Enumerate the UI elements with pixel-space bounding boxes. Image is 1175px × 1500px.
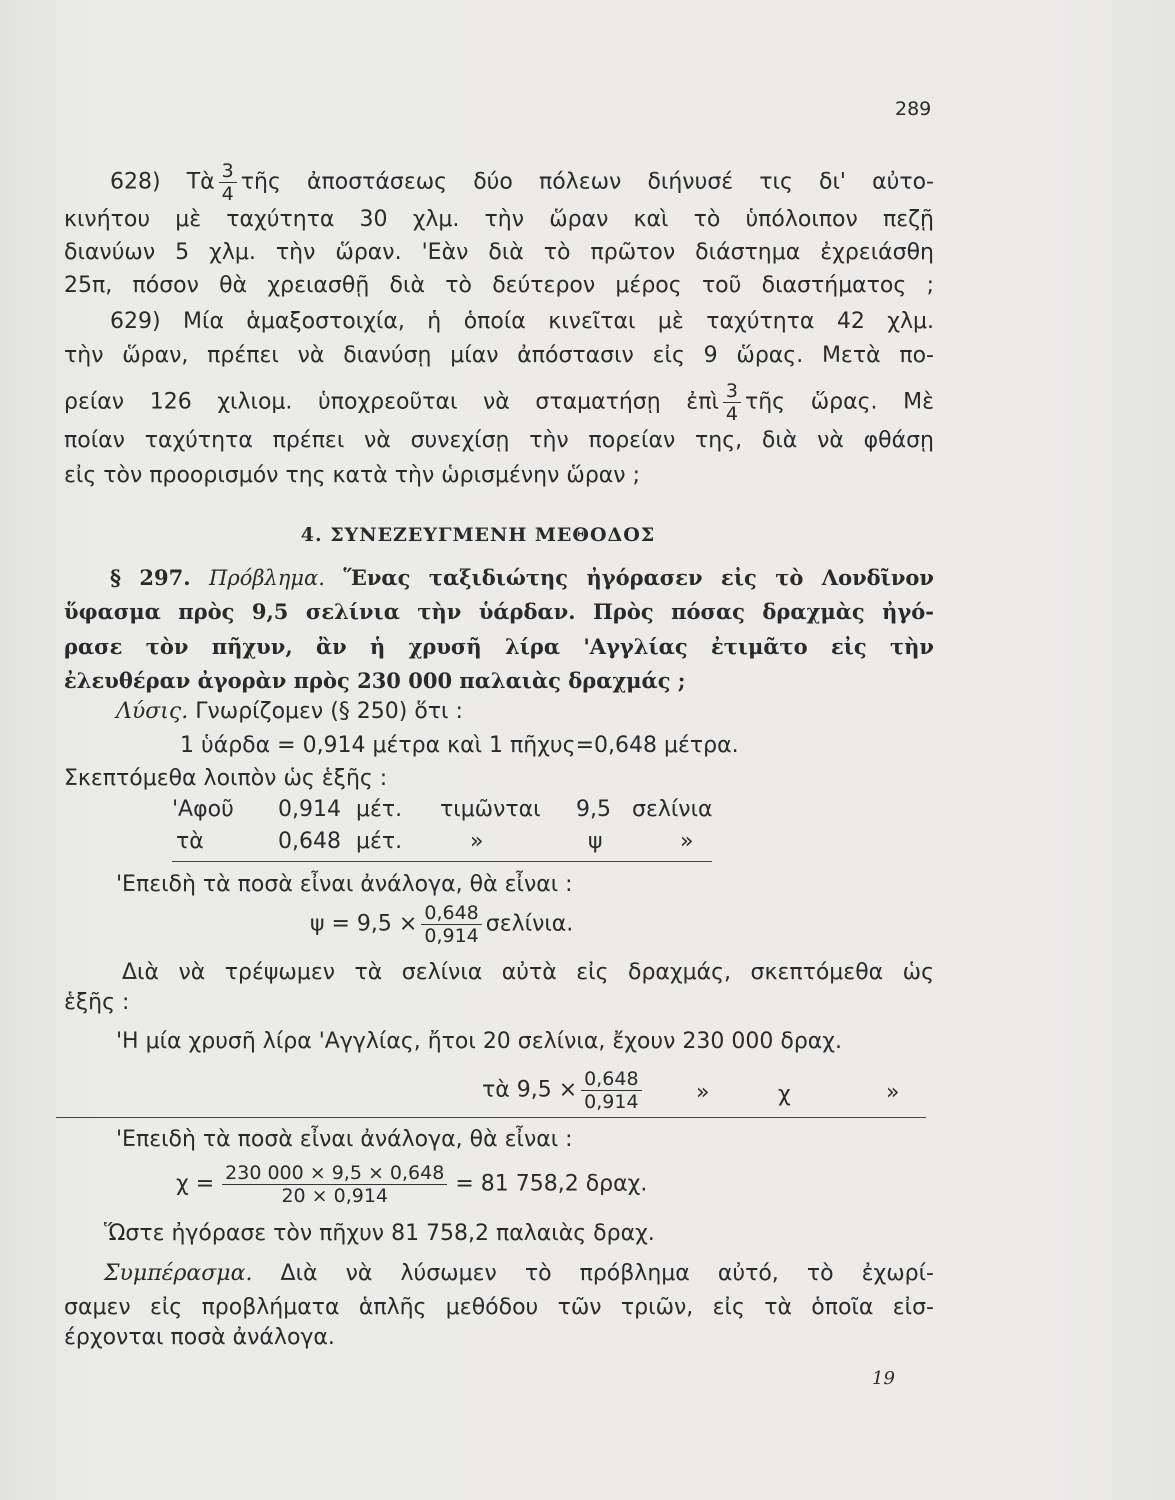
text: τὰ 9,5 × xyxy=(482,1077,578,1103)
problem-line-4: ἐλευθέραν ἀγορὰν πρὸς 230 000 παλαιὰς δραχμάς ; xyxy=(64,668,686,693)
text: τῆς ὥρας. Μὲ xyxy=(744,389,934,415)
page-number: 289 xyxy=(895,98,932,120)
equation-yard-cubit: 1 ὑάρδα = 0,914 μέτρα καὶ 1 πῆχυς=0,648 μέτρα. xyxy=(180,733,739,758)
r1-c1: 'Αφοῦ xyxy=(172,797,234,822)
conclusion-label: Συμπέρασμα. xyxy=(104,1261,253,1286)
exercise-628-line-1 xyxy=(64,160,934,205)
problem-label: Πρόβλημα. xyxy=(209,566,325,590)
text: Διὰ νὰ λύσωμεν τὸ πρόβλημα αὐτό, τὸ ἐχωρί- xyxy=(280,1261,934,1286)
text: ψ = 9,5 × xyxy=(310,911,418,937)
exercise-628-line-4: 25π, πόσον θὰ χρειασθῇ διὰ τὸ δεύτερον μέρος τοῦ διαστήματος ; xyxy=(64,273,934,298)
problem-line-1 xyxy=(64,563,934,593)
r1-c2: 0,914 xyxy=(278,797,341,822)
r3-lhs xyxy=(482,1068,646,1113)
text: σελίνια. xyxy=(485,911,574,937)
fraction: $\frac{0,648}{0,914}$ xyxy=(581,1068,641,1113)
exercise-629-line-1: 629) Μία ἁμαξοστοιχία, ἡ ὁποία κινεῖται μὲ ταχύτητα 42 χλμ. xyxy=(110,309,934,334)
exercise-629-line-5: εἰς τὸν προορισμόν της κατὰ τὴν ὡρισμένην ὥραν ; xyxy=(64,463,640,488)
result-line: Ὥστε ἠγόρασε τὸν πῆχυν 81 758,2 παλαιὰς δραχ. xyxy=(104,1221,655,1246)
r1-c4: τιμῶνται xyxy=(440,797,541,822)
conversion-line-1: Διὰ νὰ τρέψωμεν τὰ σελίνια αὐτὰ εἰς δραχμάς, σκεπτόμεθα ὡς xyxy=(122,960,934,985)
text: χ = xyxy=(176,1171,215,1197)
problem-line-3: ρασε τὸν πῆχυν, ἂν ἡ χρυσῆ λίρα 'Αγγλίας ἐτιμᾶτο εἰς τὴν xyxy=(64,634,934,659)
solution-intro xyxy=(116,697,916,727)
r3-q2: » xyxy=(886,1080,900,1105)
fraction: $\frac{0,648}{0,914}$ xyxy=(421,902,481,947)
folio-signature: 19 xyxy=(872,1368,895,1389)
divider xyxy=(172,861,712,862)
problem-line-2: ὕφασμα πρὸς 9,5 σελίνια τὴν ὑάρδαν. Πρὸς πόσας δραχμὰς ἠγό- xyxy=(64,599,934,624)
r2-c3: μέτ. xyxy=(356,829,403,854)
text: 628) Τὰ xyxy=(110,169,215,195)
r2-c5: ψ xyxy=(588,829,603,854)
psi-equation xyxy=(310,902,573,947)
text: τῆς ἀποστάσεως δύο πόλεων διήνυσέ τις δι' αὐτο- xyxy=(240,169,934,195)
fraction: $\frac{3}{4}$ xyxy=(219,160,237,205)
r1-c3: μέτ. xyxy=(356,797,403,822)
exercise-628-line-3: διανύων 5 χλμ. τὴν ὥραν. 'Εὰν διὰ τὸ πρῶτον διάστημα ἐχρειάσθη xyxy=(64,240,934,265)
x-equation xyxy=(176,1162,647,1207)
solution-label: Λύσις. xyxy=(116,699,189,724)
conclusion-line-3: έρχονται ποσὰ ἀνάλογα. xyxy=(64,1325,335,1350)
conclusion-line-2: σαμεν εἰς προβλήματα ἁπλῆς μεθόδου τῶν τριῶν, εἰς τὰ ὁποῖα εἰσ- xyxy=(64,1295,934,1320)
exercise-629-line-3 xyxy=(64,380,934,425)
gold-line: 'Η μία χρυσῆ λίρα 'Αγγλίας, ἤτοι 20 σελίνια, ἔχουν 230 000 δραχ. xyxy=(116,1029,842,1054)
r1-c5: 9,5 xyxy=(576,797,611,822)
r3-q1: » xyxy=(696,1080,710,1105)
section-number: § 297. xyxy=(110,565,191,590)
think-line: Σκεπτόμεθα λοιπὸν ὡς ἑξῆς : xyxy=(64,766,388,791)
conclusion-line-1 xyxy=(104,1259,934,1289)
text: Ἕνας ταξιδιώτης ἠγόρασεν εἰς τὸ Λονδῖνον xyxy=(343,565,934,590)
exercise-629-line-2: τὴν ὥραν, πρέπει νὰ διανύσῃ μίαν ἀπόστασιν εἰς 9 ὥρας. Μετὰ πο- xyxy=(64,343,934,368)
r2-c2: 0,648 xyxy=(278,829,341,854)
conversion-line-2: ἑξῆς : xyxy=(64,990,130,1015)
r2-c4: » xyxy=(470,829,484,854)
text: Γνωρίζομεν (§ 250) ὅτι : xyxy=(195,699,463,724)
r2-c6: » xyxy=(680,829,694,854)
text: ρείαν 126 χιλιομ. ὑποχρεοῦται νὰ σταματήσῃ ἐπὶ xyxy=(64,389,719,415)
section-heading: 4. ΣΥΝΕΖΕΥΓΜΕΝΗ ΜΕΘΟΔΟΣ xyxy=(300,524,656,546)
since-line-2: 'Επειδὴ τὰ ποσὰ εἶναι ἀνάλογα, θὰ εἶναι : xyxy=(116,1127,573,1152)
divider xyxy=(56,1117,926,1118)
fraction: $\frac{3}{4}$ xyxy=(723,380,741,425)
r3-x: χ xyxy=(778,1082,791,1107)
exercise-629-line-4: ποίαν ταχύτητα πρέπει νὰ συνεχίσῃ τὴν πορείαν της, διὰ νὰ φθάσῃ xyxy=(64,428,934,453)
r2-c1: τὰ xyxy=(176,829,204,854)
since-line-1: 'Επειδὴ τὰ ποσὰ εἶναι ἀνάλογα, θὰ εἶναι : xyxy=(116,872,573,897)
text: = 81 758,2 δραχ. xyxy=(455,1171,648,1197)
r1-c6: σελίνια xyxy=(632,797,713,822)
exercise-628-line-2: κινήτου μὲ ταχύτητα 30 χλμ. τὴν ὥραν καὶ τὸ ὑπόλοιπον πεζῇ xyxy=(64,207,934,232)
fraction: $\frac{230 000 \times 9,5 \times 0,648}{20 \times 0,914}$ xyxy=(222,1162,447,1207)
